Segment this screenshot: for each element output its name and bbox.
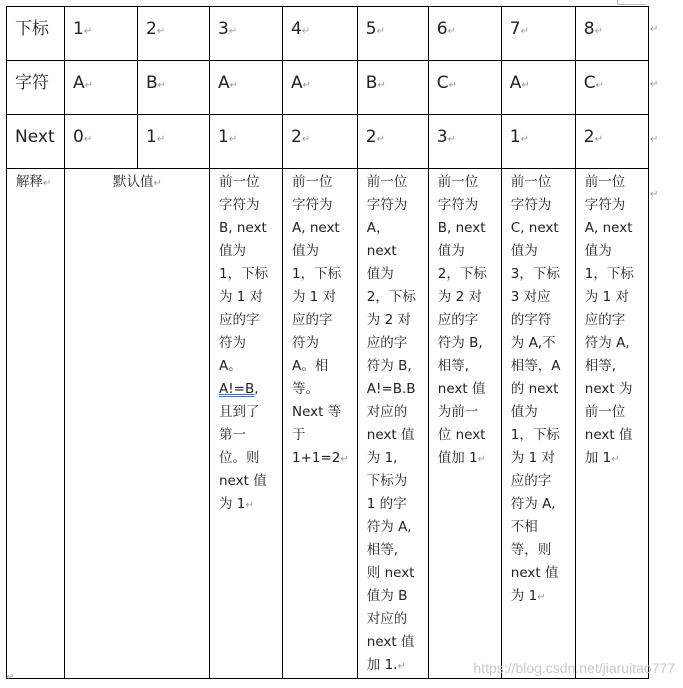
row-end-mark: ↵: [650, 24, 659, 35]
cell: 4↵: [283, 7, 358, 61]
index-row: [7, 7, 649, 61]
row-label: Next: [7, 115, 65, 169]
cell: A↵: [283, 61, 358, 115]
next-row: [7, 115, 649, 169]
cell: 1↵: [501, 115, 575, 169]
cell: 0↵: [65, 115, 138, 169]
kmp-next-table: [6, 6, 649, 679]
cell: A↵: [210, 61, 283, 115]
paragraph-end-mark: ↵: [6, 672, 15, 683]
cell: 1↵: [65, 7, 138, 61]
cell: A↵: [501, 61, 575, 115]
page-corner-marker: [617, 0, 646, 5]
cell: C↵: [575, 61, 648, 115]
row-end-mark: ↵: [650, 79, 659, 90]
cell: 1↵: [138, 115, 210, 169]
cell: 2↵: [138, 7, 210, 61]
cell: C↵: [428, 61, 501, 115]
cell: 5↵: [357, 7, 428, 61]
cell: 2↵: [357, 115, 428, 169]
cell: 2↵: [575, 115, 648, 169]
row-end-mark: ↵: [650, 134, 659, 145]
default-value-cell: 默认值↵: [65, 169, 210, 679]
explanation-row: [7, 169, 649, 679]
cell: 8↵: [575, 7, 648, 61]
explanation-cell: 前一位 字符为 B, next 值为 2，下标 为 2 对 应的字 符为 B, 相等, next 值 为前一 位 next 值加 1↵: [428, 169, 501, 679]
explanation-cell: 前一位 字符为 C, next 值为 3，下标 3 对应 的字符 为 A,不 相等，A 的 next 值为 1，下标 为 1 对 应的字 符为 A, 不相 等，则 next 值 为 1↵: [501, 169, 575, 679]
explanation-cell: 前一位 字符为 A, next 值为 1，下标 为 1 对 应的字 符为 A。相 等。 Next 等 于 1+1=2↵: [283, 169, 358, 679]
explanation-cell: 前一位 字符为 A, next 值为 1，下标 为 1 对 应的字 符为 A, 相等, next 为 前一位 next 值 加 1↵: [575, 169, 648, 679]
cell: 2↵: [283, 115, 358, 169]
cell: 1↵: [210, 115, 283, 169]
row-label: 解释↵: [7, 169, 65, 679]
row-label: 字符: [7, 61, 65, 115]
cell: B↵: [138, 61, 210, 115]
cell: 7↵: [501, 7, 575, 61]
explanation-cell: 前一位 字符为 B, next 值为 1，下标 为 1 对 应的字 符为 A。 A!=B, 且到了 第一 位。则 next 值 为 1↵: [210, 169, 283, 679]
cell: 3↵: [210, 7, 283, 61]
cell: 6↵: [428, 7, 501, 61]
watermark: https://blog.csdn.net/jiaruitao777: [473, 660, 675, 676]
cell: B↵: [357, 61, 428, 115]
explanation-cell: 前一位 字符为 A， next 值为 2，下标 为 2 对 应的字 符为 B, A!=B.B 对应的 next 值 为 1, 下标为 1 的字 符为 A, 相等, 则 next 值为 B 对应的 next 值 加 1.↵: [357, 169, 428, 679]
char-row: [7, 61, 649, 115]
cell: 3↵: [428, 115, 501, 169]
cell: A↵: [65, 61, 138, 115]
row-label: 下标: [7, 7, 65, 61]
row-end-mark: ↵: [650, 189, 659, 200]
